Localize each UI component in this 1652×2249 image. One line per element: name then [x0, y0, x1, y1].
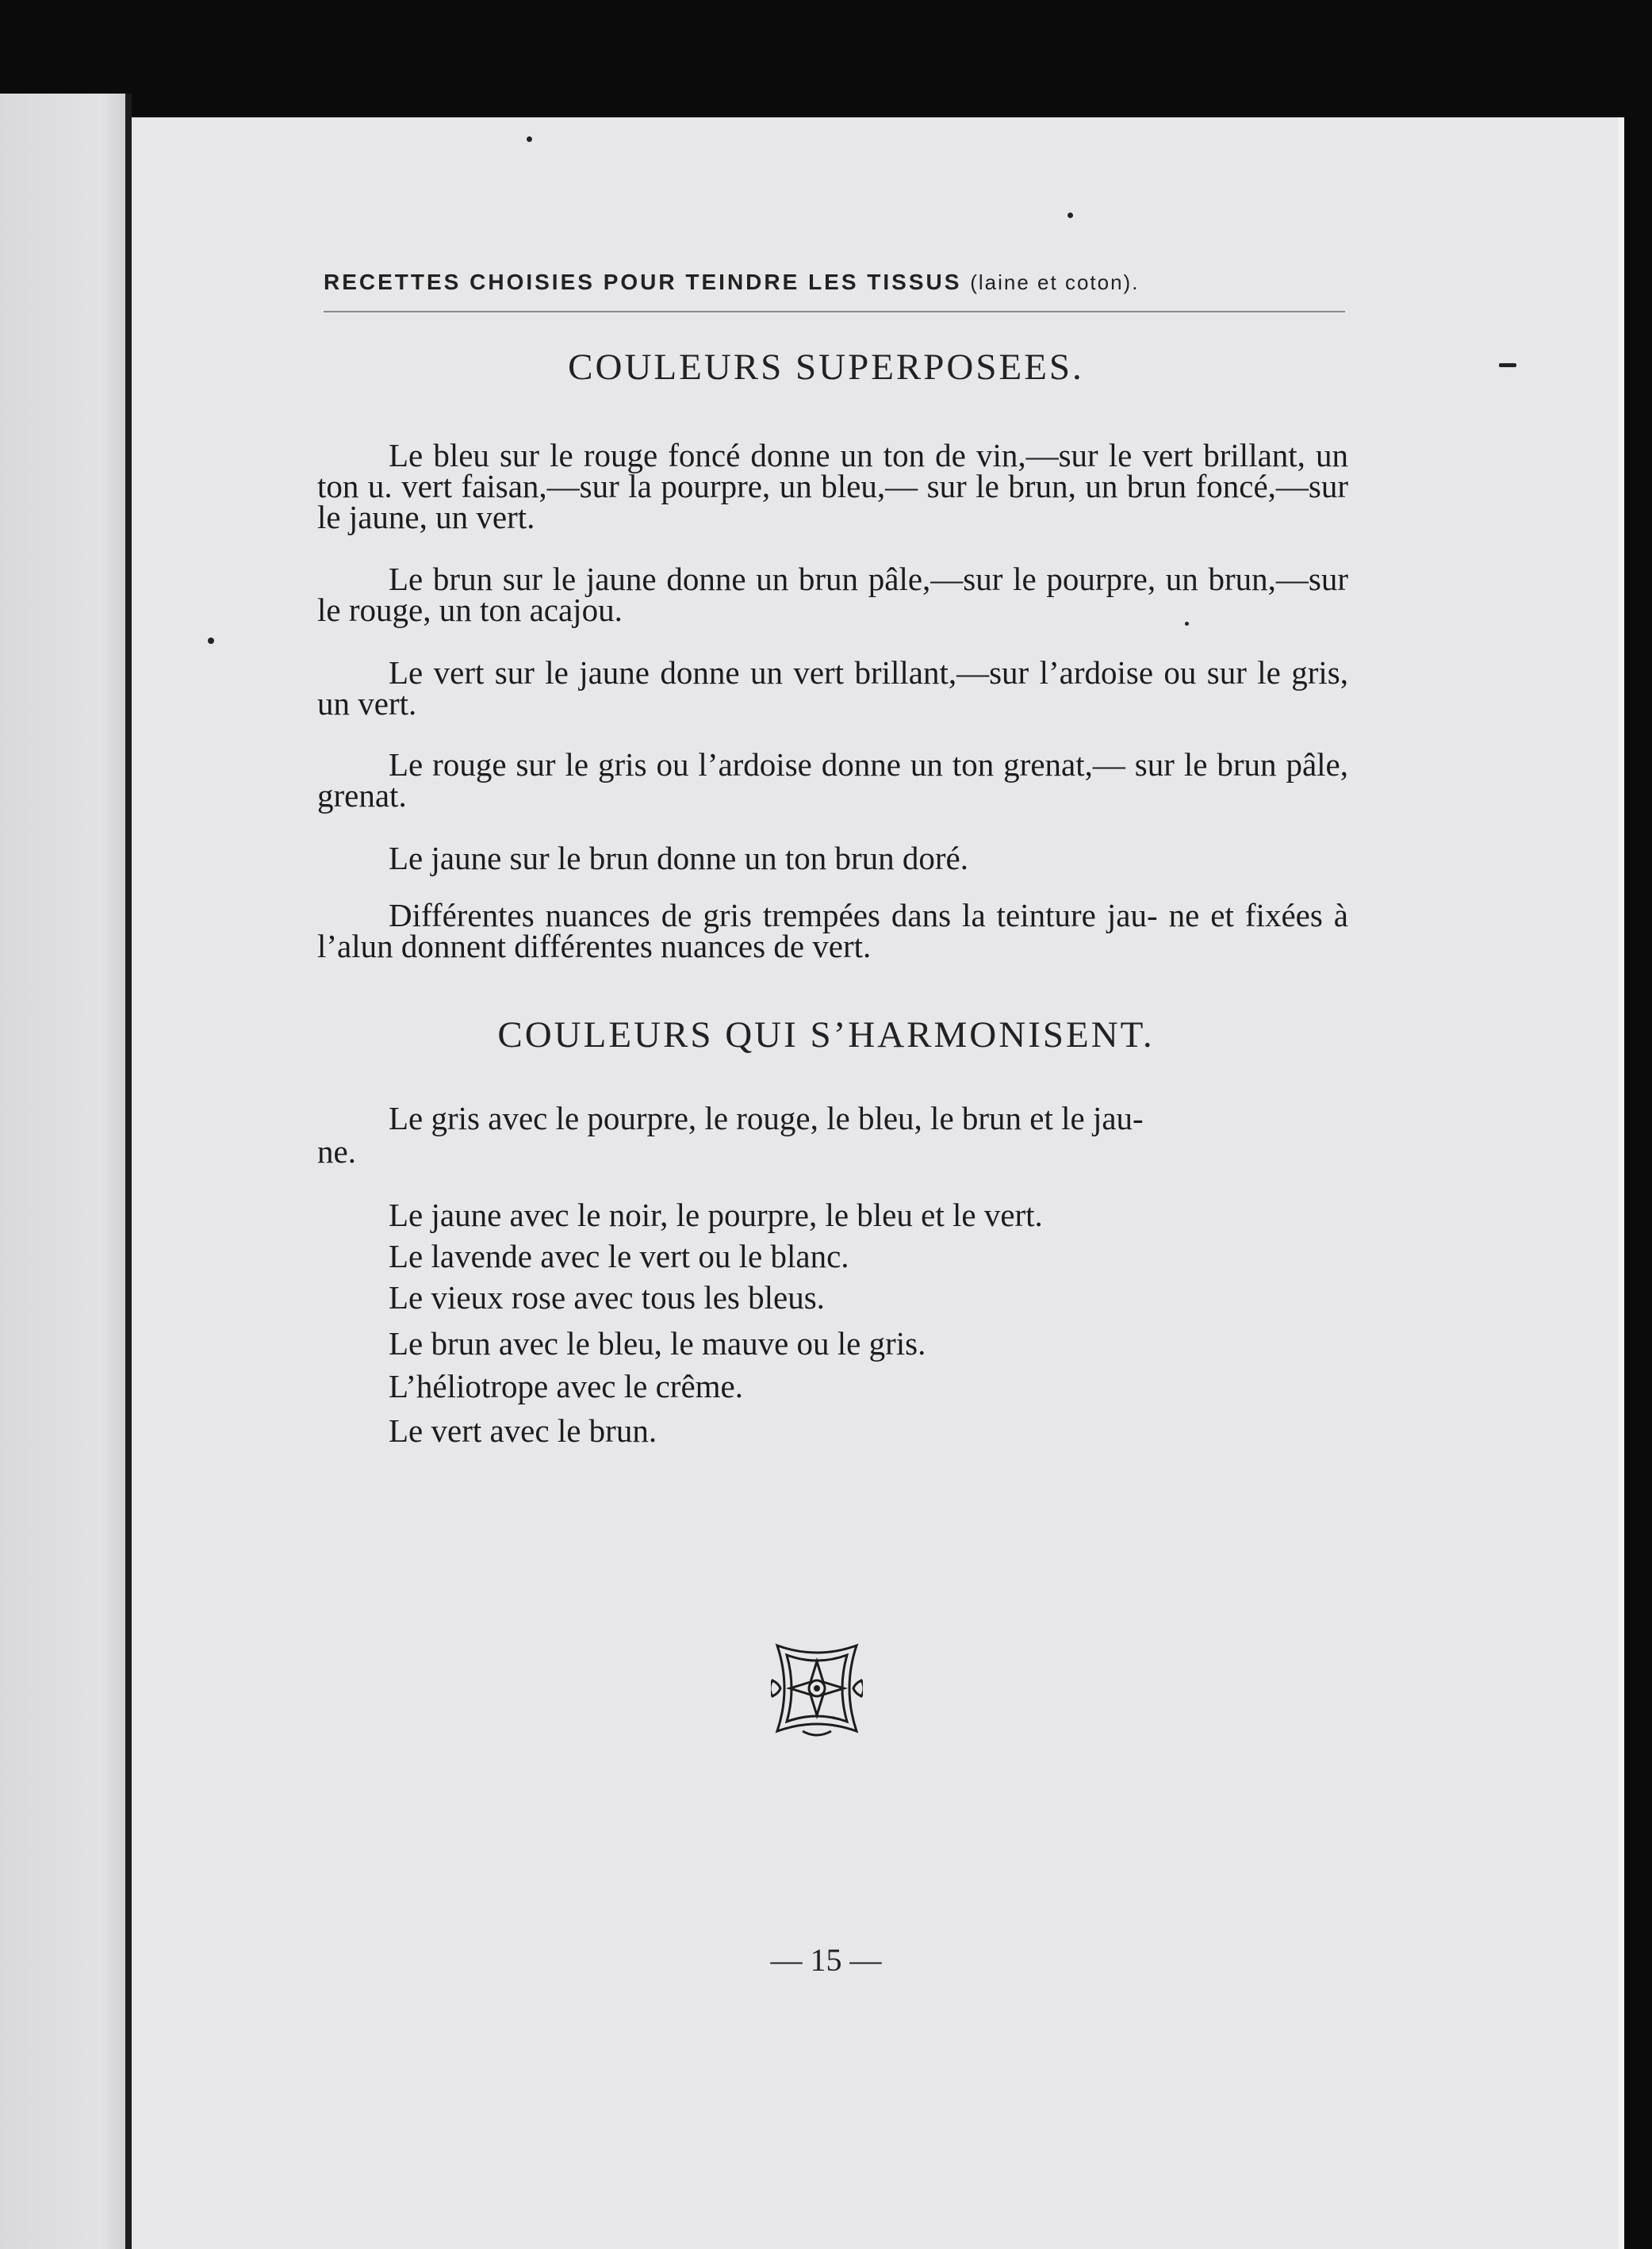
paragraph-6 [317, 897, 1348, 964]
paragraph-1 [317, 437, 1348, 535]
running-header-subtitle: (laine et coton). [970, 270, 1140, 294]
paragraph-5 [317, 840, 1348, 876]
paragraph-3-text: Le vert sur le jaune donne un vert brillant,—sur l’ardoise ou sur le gris, un vert. [317, 654, 1348, 722]
scan-speck [527, 136, 532, 142]
adjacent-page-edge [0, 94, 127, 2249]
paragraph-6-text: Différentes nuances de gris trempées dans la teinture jau- ne et fixées à l’alun donnent différentes nuances de vert. [317, 897, 1348, 964]
harmony-intro-line: Le gris avec le pourpre, le rouge, le bleu, le brun et le jau- [389, 1100, 1144, 1136]
scan-speck [208, 638, 214, 644]
harmony-line: Le brun avec le bleu, le mauve ou le gris. [389, 1325, 926, 1362]
harmony-line: L’héliotrope avec le crême. [389, 1368, 743, 1404]
harmony-line: Le jaune avec le noir, le pourpre, le bleu et le vert. [389, 1197, 1043, 1233]
harmony-line: Le lavende avec le vert ou le blanc. [389, 1238, 849, 1274]
paragraph-2 [317, 561, 1348, 628]
section-title-superposees: COULEURS SUPERPOSEES. [568, 347, 1084, 388]
page-right-edge [1618, 117, 1624, 2249]
floral-ornament-icon [771, 1638, 863, 1739]
page-number: — 15 — [770, 1942, 882, 1978]
harmony-intro-continuation: ne. [317, 1133, 356, 1170]
running-header-title: RECETTES CHOISIES POUR TEINDRE LES TISSUS [324, 270, 962, 294]
paragraph-4 [317, 746, 1348, 814]
header-rule [324, 311, 1345, 312]
paragraph-3 [317, 654, 1348, 722]
paragraph-4-text: Le rouge sur le gris ou l’ardoise donne un ton grenat,— sur le brun pâle, grenat. [317, 746, 1348, 814]
section-title-harmonisent: COULEURS QUI S’HARMONISENT. [497, 1014, 1155, 1056]
book-binding [125, 94, 132, 2249]
paragraph-2-text: Le brun sur le jaune donne un brun pâle,—sur le pourpre, un brun,—sur le rouge, un ton acajou. [317, 561, 1348, 628]
scan-speck [1067, 213, 1073, 218]
paragraph-1-text: Le bleu sur le rouge foncé donne un ton de vin,—sur le vert brillant, un ton u. vert faisan,—sur la pourpre, un bleu,— sur le brun, un brun foncé,—sur le jaune, un vert. [317, 437, 1348, 535]
harmony-line: Le vert avec le brun. [389, 1412, 657, 1449]
paragraph-5-text: Le jaune sur le brun donne un ton brun doré. [389, 840, 968, 876]
harmony-line: Le vieux rose avec tous les bleus. [389, 1279, 825, 1316]
running-header [324, 270, 1139, 295]
